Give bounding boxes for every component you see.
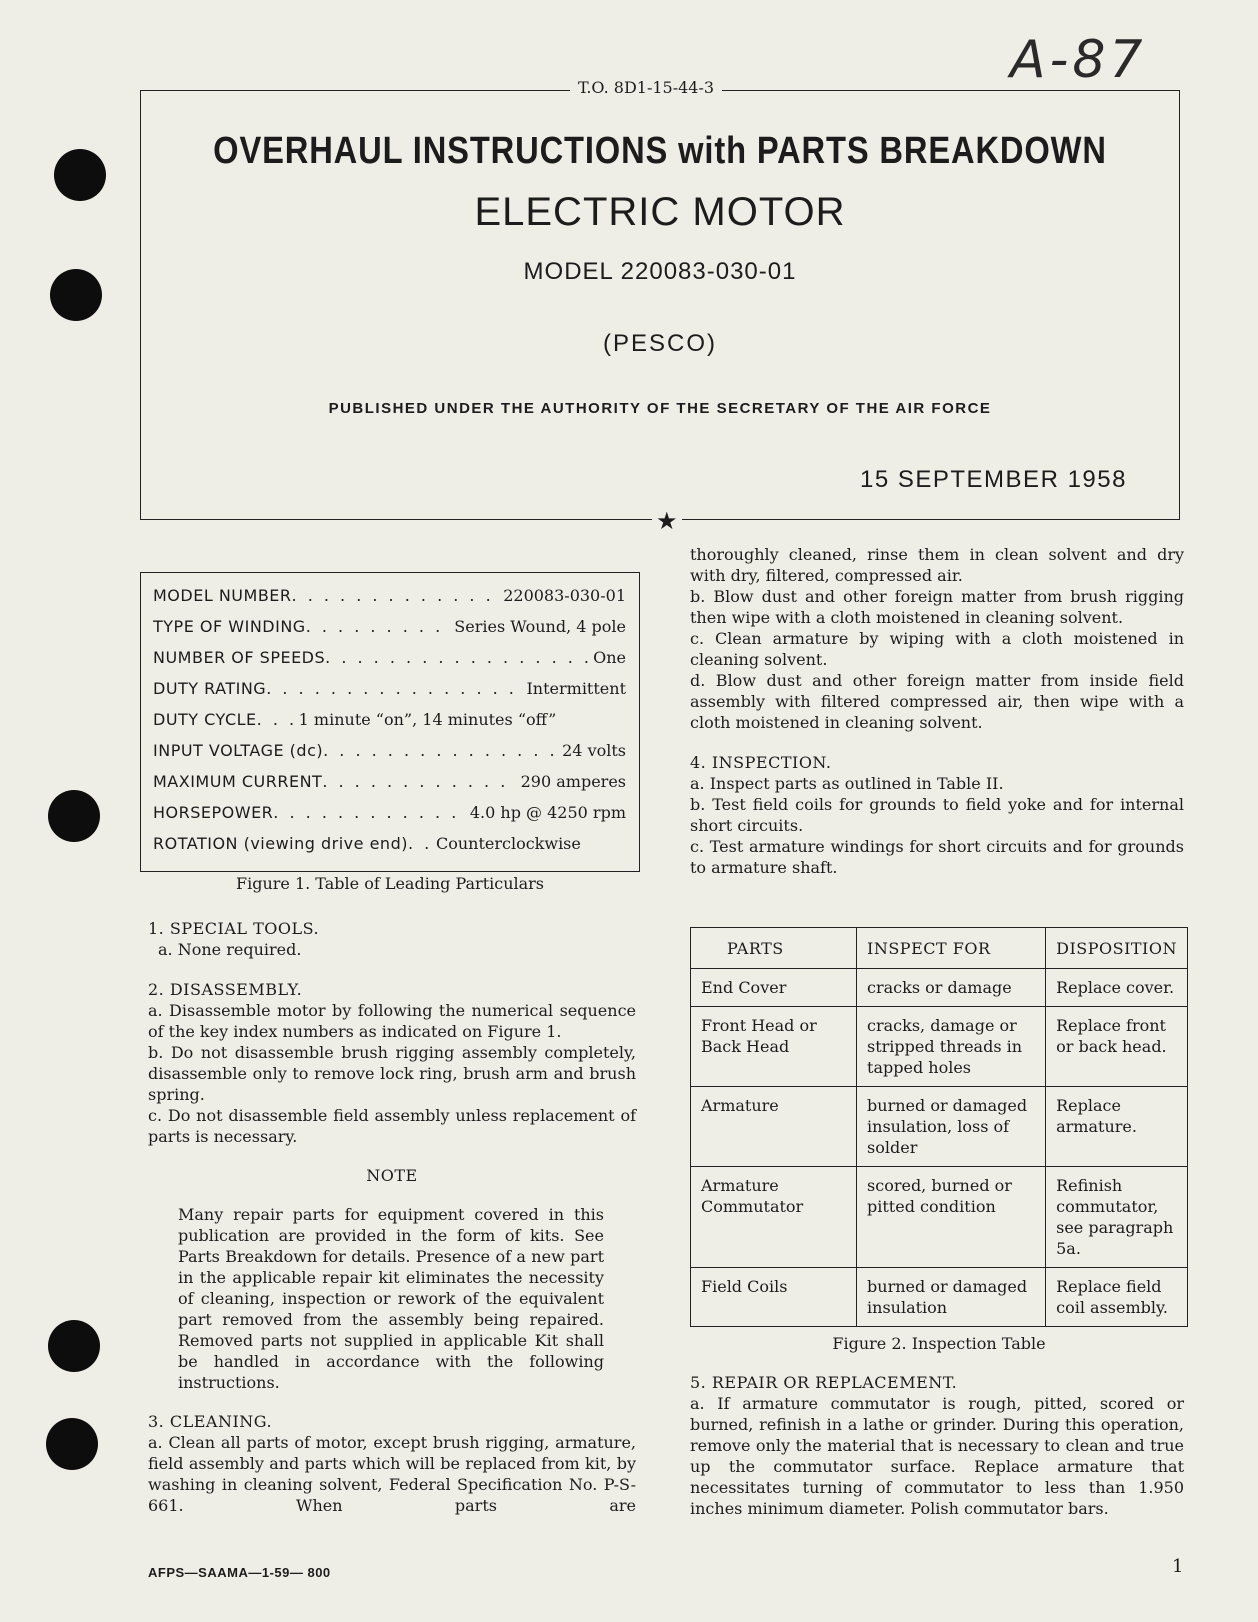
binder-hole [50, 269, 102, 321]
figure-1-caption: Figure 1. Table of Leading Particulars [235, 874, 545, 893]
paragraph: b. Test field coils for grounds to field yoke and for internal short circuits. [690, 795, 1184, 835]
paragraph: b. Do not disassemble brush rigging assembly completely, disassemble only to remove lock ring, brush arm and brush spring. [148, 1043, 636, 1104]
handwritten-note: A-87 [1010, 30, 1147, 90]
table-cell: Armature [691, 1087, 857, 1167]
paragraph: thoroughly cleaned, rinse them in clean solvent and dry with dry, filtered, compressed air. [690, 545, 1184, 585]
table-cell: Replace field coil assembly. [1046, 1268, 1188, 1327]
table-cell: cracks, damage or stripped threads in tapped holes [857, 1007, 1046, 1087]
table-cell: Armature Commutator [691, 1167, 857, 1268]
particular-label: DUTY RATING [153, 679, 267, 698]
section-heading: 5. REPAIR OR REPLACEMENT. [690, 1373, 958, 1392]
particular-value: Counterclockwise [435, 834, 581, 853]
publication-date: 15 SEPTEMBER 1958 [860, 466, 1127, 493]
column-header: INSPECT FOR [857, 928, 1046, 969]
paragraph: c. Do not disassemble field assembly unless replacement of parts is necessary. [148, 1106, 636, 1146]
particular-label: DUTY CYCLE [153, 710, 257, 729]
table-header-row [691, 928, 1188, 969]
section-heading: 2. DISASSEMBLY. [148, 980, 303, 999]
table-cell: cracks or damage [857, 969, 1046, 1007]
table-cell: scored, burned or pitted condition [857, 1167, 1046, 1268]
paragraph: a. If armature commutator is rough, pitted, scored or burned, refinish in a lathe or grinder. During this operation, remove only the material that is necessary to clean and true up the commutator surface. Replace armature that necessitates turning of commutator to less than 1.950 inches minimum diameter. Polish commutator bars. [690, 1394, 1184, 1518]
particular-row [153, 800, 626, 826]
table-row [691, 1167, 1188, 1268]
particular-value: 290 amperes [520, 772, 626, 791]
note-heading: NOTE [366, 1166, 418, 1185]
particular-row [153, 645, 626, 671]
paragraph: c. Test armature windings for short circuits and for grounds to armature shaft. [690, 837, 1184, 877]
table-row [691, 969, 1188, 1007]
paragraph: d. Blow dust and other foreign matter from inside field assembly with filtered compressed air, then wipe with a cloth moistened in cleaning solvent. [690, 671, 1184, 732]
particular-label: MODEL NUMBER [153, 586, 292, 605]
column-header: PARTS [691, 928, 857, 969]
particular-row [153, 583, 626, 609]
particular-value: 4.0 hp @ 4250 rpm [469, 803, 626, 822]
particular-value: 24 volts [562, 741, 626, 760]
particular-value: 1 minute “on”, 14 minutes “off” [298, 710, 557, 729]
section-heading: 1. SPECIAL TOOLS. [148, 919, 320, 938]
table-cell: Replace cover. [1046, 969, 1188, 1007]
particular-row [153, 676, 626, 702]
note-body: Many repair parts for equipment covered in this publication are provided in the form of kits. See Parts Breakdown for details. Presence of a new part in the applicable repair kit eliminates the necessity of cleaning, inspection or rework of the equivalent part removed from the assembly being repaired. Removed parts not supplied in applicable Kit shall be handled in accordance with the following instructions. [178, 1205, 604, 1392]
table-row [691, 1268, 1188, 1327]
model-line: MODEL 220083-030-01 [523, 258, 797, 285]
particular-row [153, 831, 626, 857]
paragraph: a. Clean all parts of motor, except brush rigging, armature, field assembly and parts which will be replaced from kit, by washing in cleaning solvent, Federal Specification No. P-S-661. When parts are [148, 1433, 636, 1515]
inspection-table [690, 927, 1188, 1327]
document-subject: ELECTRIC MOTOR [474, 190, 846, 234]
print-code: AFPS—SAAMA—1-59— 800 [148, 1565, 331, 1580]
table-cell: Replace armature. [1046, 1087, 1188, 1167]
table-cell: Refinish commutator, see paragraph 5a. [1046, 1167, 1188, 1268]
column-header: DISPOSITION [1046, 928, 1188, 969]
binder-hole [48, 1320, 100, 1372]
authority-line: PUBLISHED UNDER THE AUTHORITY OF THE SECRETARY OF THE AIR FORCE [328, 400, 992, 417]
particular-value: One [593, 648, 626, 667]
figure-2-caption: Figure 2. Inspection Table [832, 1334, 1046, 1353]
paragraph: c. Clean armature by wiping with a cloth moistened in cleaning solvent. [690, 629, 1184, 669]
particular-value: 220083-030-01 [503, 586, 626, 605]
particular-label: HORSEPOWER [153, 803, 274, 822]
paragraph: a. Disassemble motor by following the numerical sequence of the key index numbers as indicated on Figure 1. [148, 1001, 636, 1041]
particular-row [153, 769, 626, 795]
paragraph: b. Blow dust and other foreign matter from brush rigging then wipe with a cloth moistened in cleaning solvent. [690, 587, 1184, 627]
particular-row [153, 738, 626, 764]
binder-hole [46, 1418, 98, 1470]
document-title: OVERHAUL INSTRUCTIONS with PARTS BREAKDOWN [213, 130, 1107, 172]
table-cell: Front Head or Back Head [691, 1007, 857, 1087]
right-column-top [690, 544, 1184, 878]
paragraph: a. Inspect parts as outlined in Table II. [690, 774, 1004, 793]
table-cell: burned or damaged insulation, loss of solder [857, 1087, 1046, 1167]
particular-label: INPUT VOLTAGE (dc) [153, 741, 324, 760]
table-cell: Replace front or back head. [1046, 1007, 1188, 1087]
binder-hole [48, 790, 100, 842]
particular-label: TYPE OF WINDING [153, 617, 306, 636]
particular-value: Series Wound, 4 pole [454, 617, 626, 636]
table-cell: burned or damaged insulation [857, 1268, 1046, 1327]
table-row [691, 1087, 1188, 1167]
particular-label: NUMBER OF SPEEDS [153, 648, 326, 667]
particular-value: Intermittent [526, 679, 626, 698]
table-cell: Field Coils [691, 1268, 857, 1327]
paragraph: a. None required. [158, 940, 302, 959]
section-heading: 4. INSPECTION. [690, 753, 832, 772]
page-number: 1 [1172, 1556, 1184, 1577]
table-row [691, 1007, 1188, 1087]
manufacturer: (PESCO) [602, 330, 717, 357]
right-column-bottom [690, 1372, 1184, 1519]
section-heading: 3. CLEANING. [148, 1412, 273, 1431]
binder-hole [54, 149, 106, 201]
particular-row [153, 707, 626, 733]
particular-row [153, 614, 626, 640]
table-cell: End Cover [691, 969, 857, 1007]
left-column [148, 918, 636, 1516]
particular-label: MAXIMUM CURRENT [153, 772, 323, 791]
star-icon: ★ [652, 508, 682, 534]
to-number: T.O. 8D1-15-44-3 [570, 78, 722, 97]
particular-label: ROTATION (viewing drive end) [153, 834, 408, 853]
